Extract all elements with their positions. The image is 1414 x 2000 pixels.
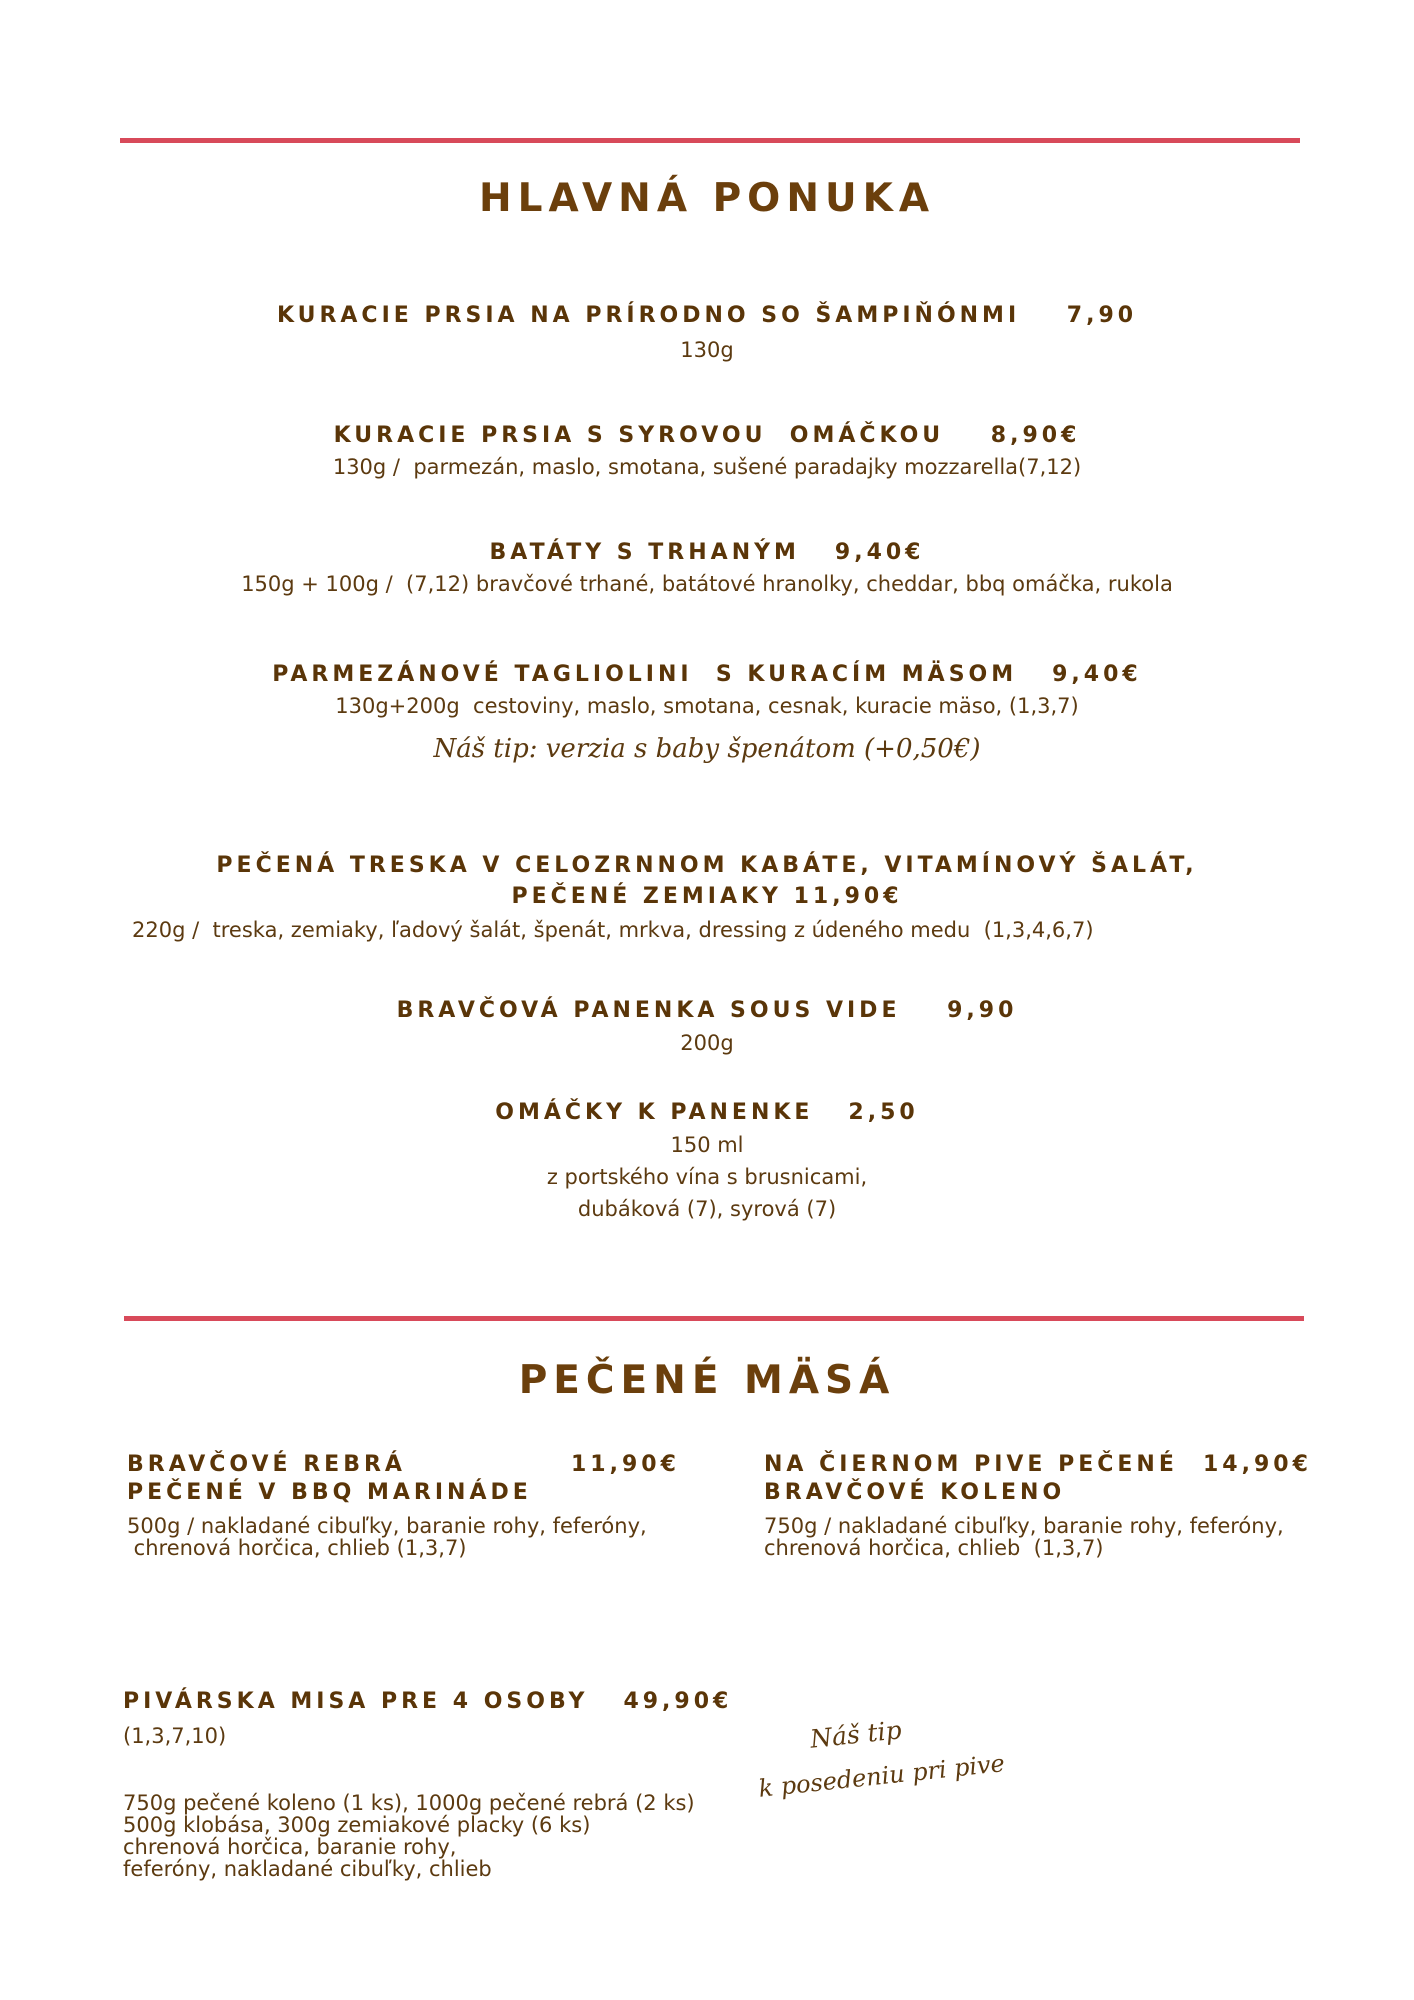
desc-line: 750g / nakladané cibuľky, baranie rohy, feferóny, (764, 1514, 1284, 1538)
menu-item-desc: 150g + 100g / (7,12) bravčové trhané, batátové hranolky, cheddar, bbq omáčka, rukola (241, 572, 1173, 596)
section-title-main: HLAVNÁ PONUKA (478, 176, 936, 221)
roast-item-title-line1: BRAVČOVÉ REBRÁ (127, 1452, 406, 1477)
menu-item-desc: 150 ml (670, 1133, 744, 1157)
section-divider (124, 1316, 1304, 1321)
desc-line: 750g pečené koleno (1 ks), 1000g pečené rebrá (2 ks) (123, 1791, 695, 1815)
roast-item-title-line2: BRAVČOVÉ KOLENO (764, 1480, 1066, 1505)
roast-item-desc (764, 1515, 1284, 1559)
roast-item-price: 11,90€ (571, 1452, 680, 1477)
menu-item-title: KURACIE PRSIA NA PRÍRODNO SO ŠAMPIŇÓNMI 7,90 (276, 303, 1138, 328)
desc-line: feferóny, nakladané cibuľky, chlieb (123, 1857, 492, 1882)
platter-desc (123, 1792, 695, 1880)
menu-item-desc: 130g / parmezán, maslo, smotana, sušené paradajky mozzarella(7,12) (332, 455, 1082, 479)
menu-item-title: OMÁČKY K PANENKE 2,50 (495, 1100, 919, 1125)
desc-line: 500g / nakladané cibuľky, baranie rohy, feferóny, (127, 1514, 647, 1538)
menu-item-desc: 200g (680, 1031, 734, 1055)
menu-item-title: PARMEZÁNOVÉ TAGLIOLINI S KURACÍM MÄSOM 9,40€ (272, 662, 1142, 687)
roast-item-price: 14,90€ (1203, 1452, 1312, 1477)
menu-item-desc: dubáková (7), syrová (7) (577, 1197, 837, 1221)
menu-item-title-line1: PEČENÁ TRESKA V CELOZRNNOM KABÁTE, VITAMÍNOVÝ ŠALÁT, (216, 853, 1198, 878)
menu-item-desc: z portského vína s brusnicami, (546, 1165, 868, 1189)
roast-item-desc (127, 1515, 647, 1559)
desc-line: chrenová horčica, chlieb (1,3,7) (127, 1536, 467, 1561)
roast-item-title-line2: PEČENÉ V BBQ MARINÁDE (127, 1480, 532, 1505)
menu-item-title: BATÁTY S TRHANÝM 9,40€ (489, 540, 925, 565)
desc-line: 500g klobása, 300g zemiakové placky (6 ks) (123, 1813, 591, 1838)
menu-item-title: KURACIE PRSIA S SYROVOU OMÁČKOU 8,90€ (333, 423, 1081, 448)
menu-item-desc: 130g (680, 338, 734, 362)
platter-tip-line2: k posedeniu pri pive (757, 1749, 1007, 1803)
desc-line: chrenová horčica, chlieb (1,3,7) (764, 1536, 1104, 1561)
roast-item-title-line1: NA ČIERNOM PIVE PEČENÉ (764, 1452, 1178, 1477)
platter-allergens: (1,3,7,10) (123, 1724, 227, 1748)
platter-tip-line1: Náš tip (808, 1715, 903, 1754)
top-divider (120, 138, 1300, 143)
menu-item-title: BRAVČOVÁ PANENKA SOUS VIDE 9,90 (396, 998, 1018, 1023)
desc-line: chrenová horčica, baranie rohy, (123, 1835, 457, 1860)
menu-item-desc: 130g+200g cestoviny, maslo, smotana, cesnak, kuracie mäso, (1,3,7) (335, 694, 1079, 718)
chef-tip: Náš tip: verzia s baby špenátom (+0,50€) (433, 734, 981, 764)
section-title-roasts: PEČENÉ MÄSÁ (518, 1358, 896, 1403)
menu-item-title-line2: PEČENÉ ZEMIAKY 11,90€ (511, 884, 903, 909)
platter-title: PIVÁRSKA MISA PRE 4 OSOBY 49,90€ (123, 1689, 733, 1714)
menu-item-desc: 220g / treska, zemiaky, ľadový šalát, špenát, mrkva, dressing z údeného medu (1,3,4,6,7) (132, 918, 1094, 942)
